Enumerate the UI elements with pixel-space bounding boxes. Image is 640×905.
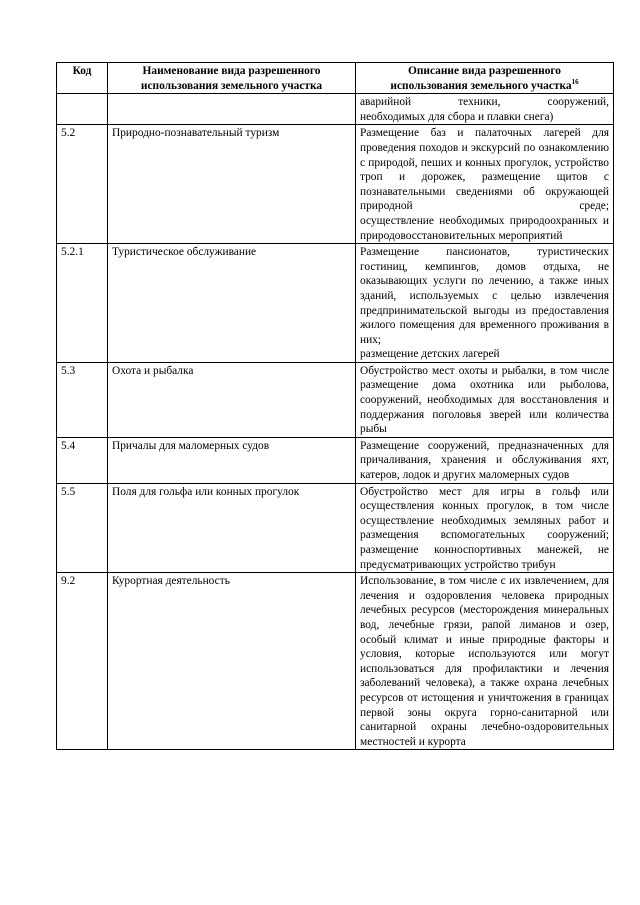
table-row: [57, 573, 614, 750]
row-code: 9.2: [57, 573, 108, 750]
header-name-line: использования земельного участка: [140, 79, 323, 92]
table-row: [57, 362, 614, 437]
row-description: [356, 573, 614, 750]
row-name: Причалы для маломерных судов: [108, 437, 356, 483]
footnote-marker: 16: [571, 77, 579, 86]
description-paragraph: размещение детских лагерей: [360, 348, 500, 361]
header-name: [108, 63, 356, 94]
row-description: [356, 244, 614, 363]
row-code: 5.5: [57, 483, 108, 573]
row-name: Охота и рыбалка: [108, 362, 356, 437]
description-paragraph: размещение конноспортивных манежей, не предусматривающих устройство трибун: [360, 544, 609, 571]
description-paragraph: Обустройство мест охоты и рыбалки, в том числе размещение дома охотника или рыболова, сооружений, необходимых для восстановления и поддержания поголовья зверей или количества рыбы: [360, 364, 609, 436]
description-paragraph: Размещение пансионатов, туристических гостиниц, кемпингов, домов отдыха, не оказывающих услуги по лечению, а также иных зданий, используемых с целью извлечения предпринимательской выгоды из предоставления жилого помещения для временного проживания в них;: [360, 246, 609, 346]
row-code: 5.2.1: [57, 244, 108, 363]
row-name: Курортная деятельность: [108, 573, 356, 750]
row-name: Туристическое обслуживание: [108, 244, 356, 363]
row-description: [356, 125, 614, 244]
description-paragraph: Размещение баз и палаточных лагерей для проведения походов и экскурсий по ознакомлению с природой, пеших и конных прогулок, устройство троп и дорожек, размещение щитов с познавательными сведениями об окружающей природной среде;: [360, 127, 609, 213]
continuation-line: аварийной техники, сооружений,: [360, 96, 609, 109]
row-description: [356, 362, 614, 437]
description-paragraph: Размещение сооружений, предназначенных для причаливания, хранения и обслуживания яхт, катеров, лодок и других маломерных судов: [360, 439, 609, 482]
description-paragraph: Использование, в том числе с их извлечением, для лечения и оздоровления человека природных лечебных ресурсов (месторождения минеральных вод, лечебные грязи, рапой лиманов и озер, особый климат и иные природные факторы и условия, которые используются или могут использоваться для профилактики и лечения заболеваний человека), а также охрана лечебных ресурсов от истощения и уничтожения в границах первой зоны округа горно-санитарной или санитарной охраны лечебно-оздоровительных местностей и курорта: [360, 575, 609, 748]
table-row: [57, 244, 614, 363]
row-name: Природно-познавательный туризм: [108, 125, 356, 244]
table-row: [57, 437, 614, 483]
row-name-cell: [108, 94, 356, 125]
table-header-row: [57, 63, 614, 94]
row-description: [356, 437, 614, 483]
row-description: [356, 483, 614, 573]
continuation-row: [57, 94, 614, 125]
table-row: [57, 483, 614, 573]
row-code-cell: [57, 94, 108, 125]
row-code: 5.3: [57, 362, 108, 437]
row-name: Поля для гольфа или конных прогулок: [108, 483, 356, 573]
land-use-table: [56, 62, 614, 750]
row-code: 5.4: [57, 437, 108, 483]
table-body: [57, 125, 614, 750]
description-paragraph: осуществление необходимых природоохранных и природовосстановительных мероприятий: [360, 214, 609, 242]
header-code: Код: [57, 63, 108, 94]
table-row: [57, 125, 614, 244]
header-description: [356, 63, 614, 94]
description-paragraph: Обустройство мест для игры в гольф или осуществления конных прогулок, в том числе осуществление необходимых земляных работ и размещения вспомогательных сооружений;: [360, 485, 609, 542]
row-description-cell: [356, 94, 614, 125]
continuation-line: необходимых для сбора и плавки снега): [360, 110, 554, 123]
row-code: 5.2: [57, 125, 108, 244]
header-desc-line: Описание вида разрешенного: [407, 65, 561, 77]
header-name-line: Наименование вида разрешенного: [142, 65, 321, 77]
header-desc-line: использования земельного участка$^{16}$: [390, 77, 579, 92]
